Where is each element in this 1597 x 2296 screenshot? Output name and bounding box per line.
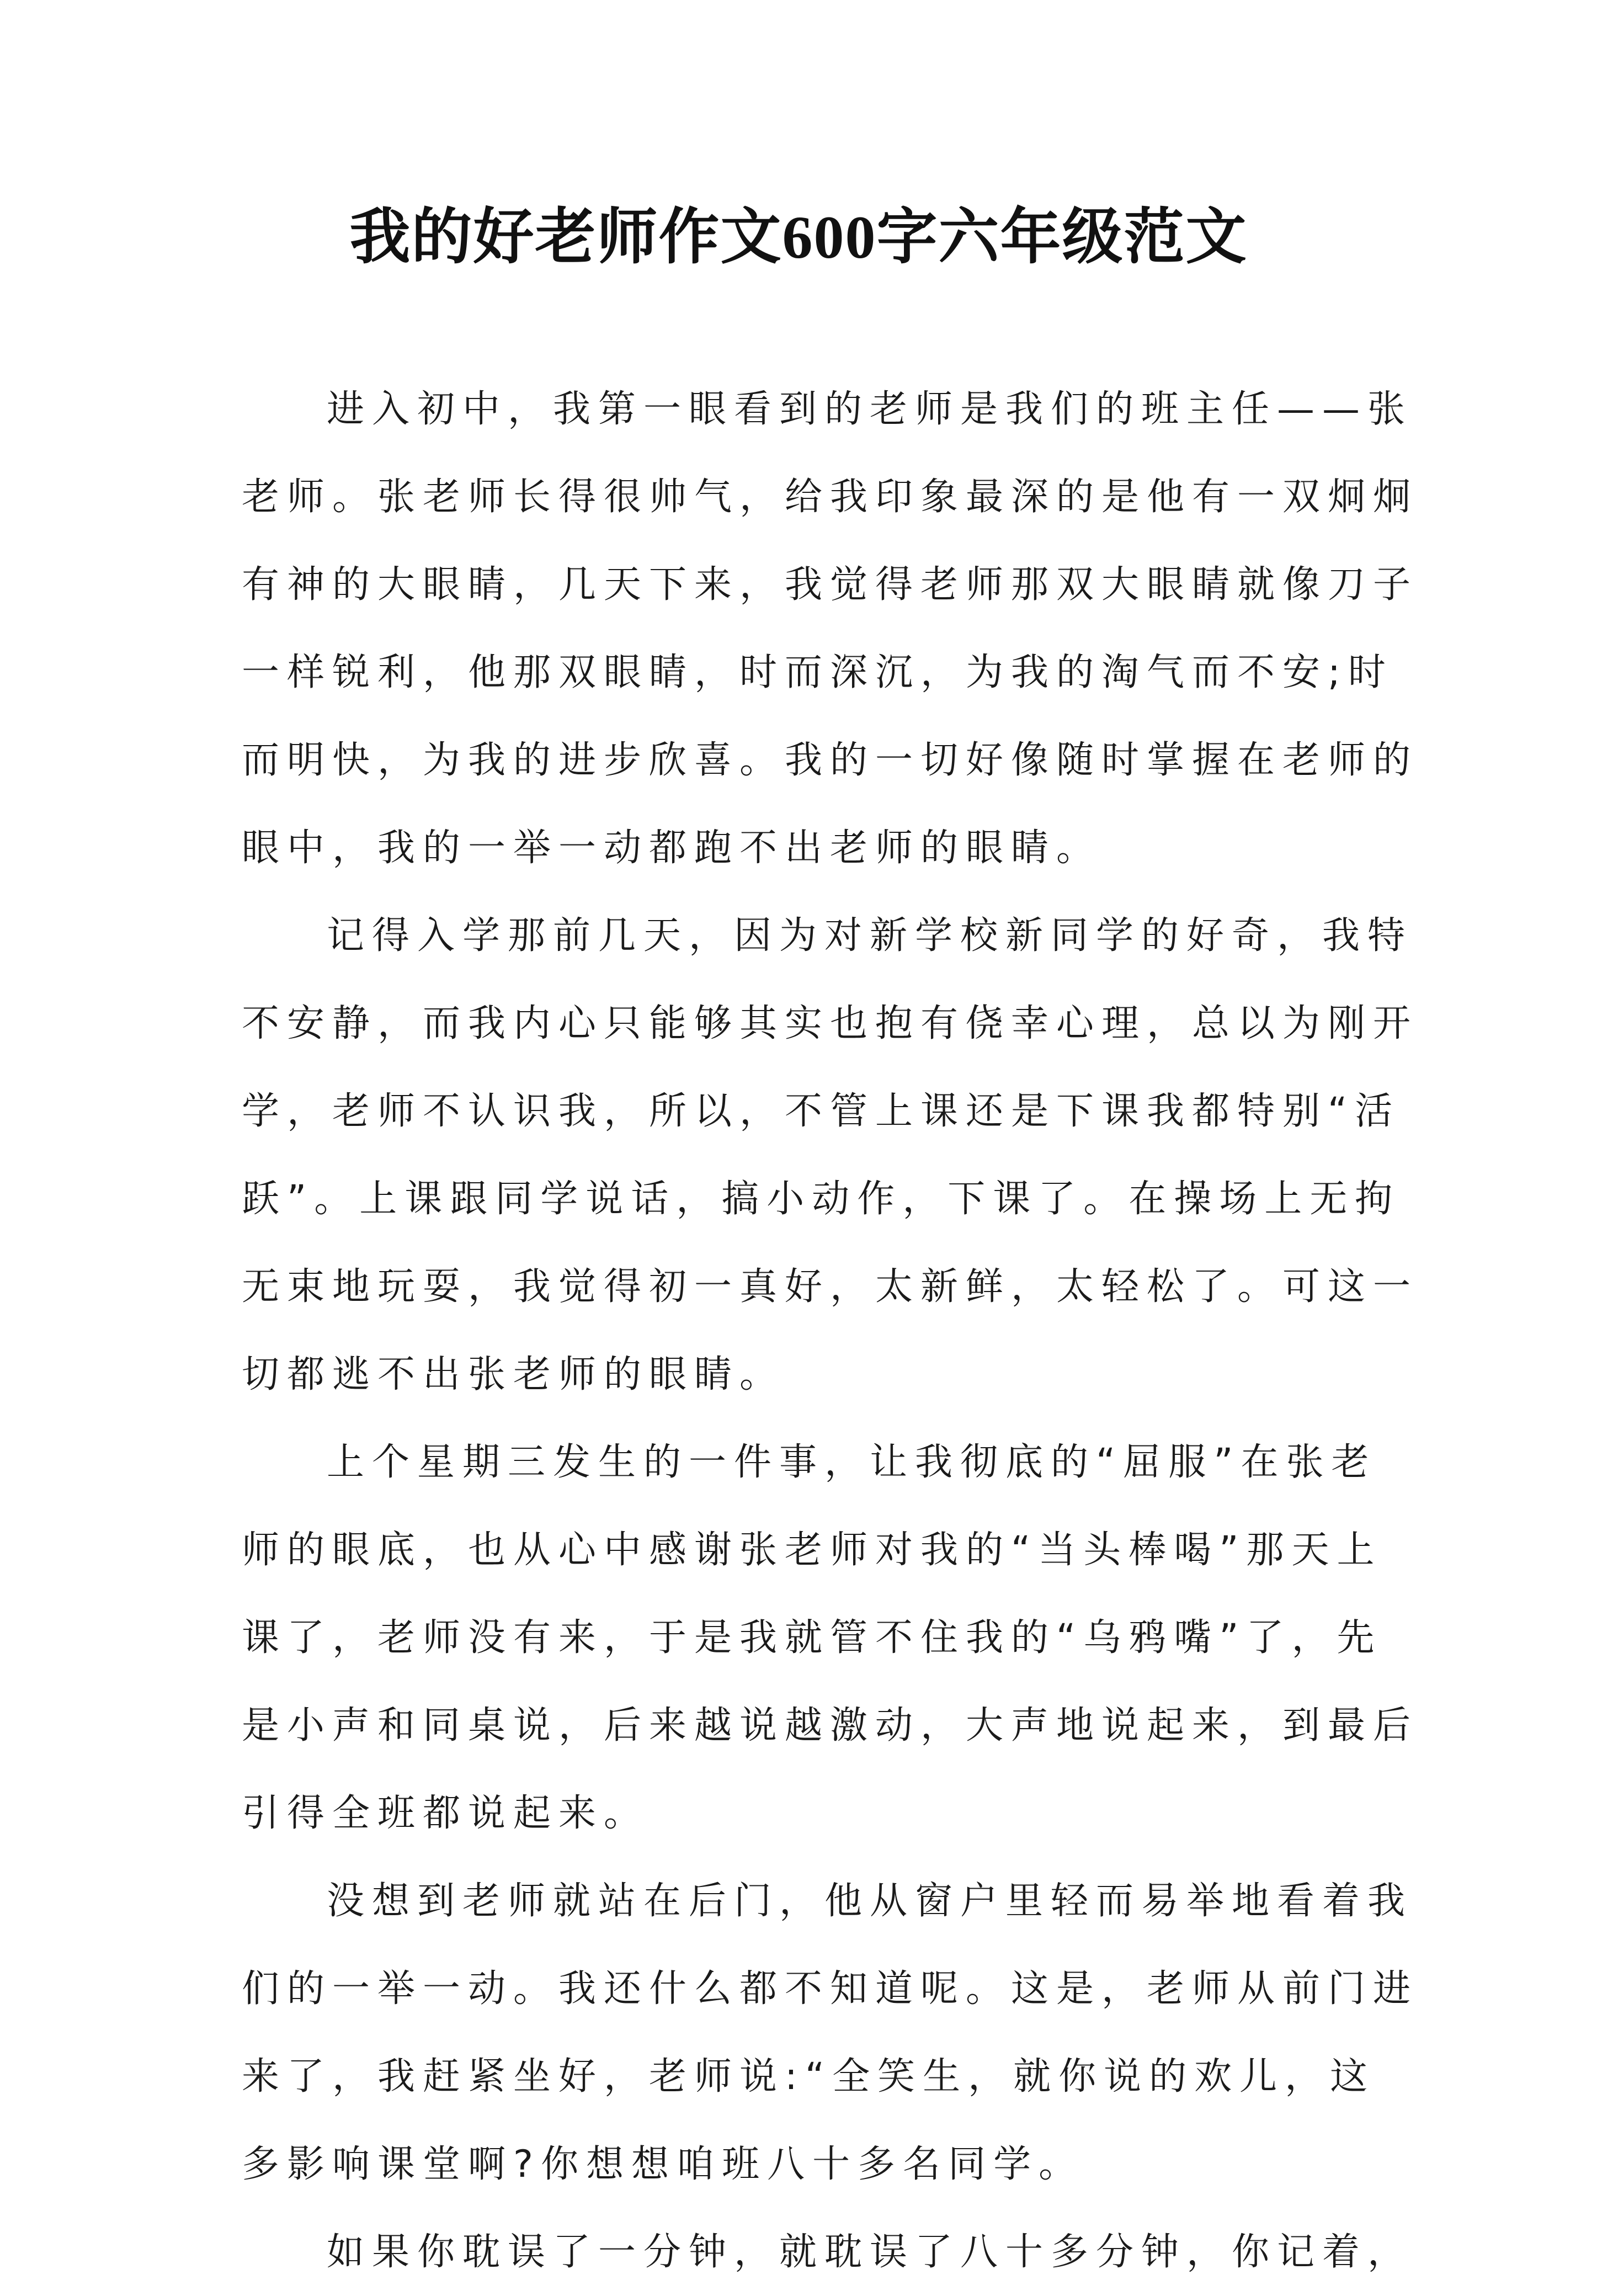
text-line: 切都逃不出张老师的眼睛。 <box>242 1353 785 1396</box>
paragraph <box>242 2208 1413 2296</box>
text-line: 无束地玩耍，我觉得初一真好，太新鲜，太轻松了。可这一 <box>242 1265 1419 1309</box>
text-line: 多影响课堂啊?你想想咱班八十多名同学。 <box>242 2143 1084 2186</box>
text-line: 进入初中，我第一眼看到的老师是我们的班主任——张 <box>327 387 1413 431</box>
paragraph <box>242 892 1419 1418</box>
text-line: 如果你耽误了一分钟，就耽误了八十多分钟，你记着， <box>327 2230 1413 2274</box>
text-line: 引得全班都说起来。 <box>242 1792 650 1835</box>
text-line: 学，老师不认识我，所以，不管上课还是下课我都特别“活 <box>242 1089 1401 1133</box>
text-line: 不安静，而我内心只能够其实也抱有侥幸心理，总以为刚开 <box>242 1002 1419 1045</box>
paragraph <box>242 1857 1419 2208</box>
text-line: 有神的大眼睛，几天下来，我觉得老师那双大眼睛就像刀子 <box>242 563 1419 607</box>
text-line: 没想到老师就站在后门，他从窗户里轻而易举地看着我 <box>327 1879 1413 1923</box>
text-line: 一样锐利，他那双眼睛，时而深沉，为我的淘气而不安;时 <box>242 651 1393 694</box>
text-line: 们的一举一动。我还什么都不知道呢。这是，老师从前门进 <box>242 1967 1419 2011</box>
text-line: 记得入学那前几天，因为对新学校新同学的好奇，我特 <box>327 914 1413 958</box>
text-line: 上个星期三发生的一件事，让我彻底的“屈服”在张老 <box>327 1441 1377 1484</box>
text-line: 课了，老师没有来，于是我就管不住我的“乌鸦嘴”了，先 <box>242 1616 1382 1660</box>
text-line: 跃”。上课跟同学说话，搞小动作，下课了。在操场上无拘 <box>242 1177 1401 1221</box>
paragraph <box>242 365 1419 892</box>
text-line: 师的眼底，也从心中感谢张老师对我的“当头棒喝”那天上 <box>242 1528 1382 1572</box>
text-line: 来了，我赶紧坐好，老师说:“全笑生，就你说的欢儿，这 <box>242 2055 1376 2098</box>
text-line: 眼中，我的一举一动都跑不出老师的眼睛。 <box>242 826 1102 870</box>
text-line: 老师。张老师长得很帅气，给我印象最深的是他有一双炯炯 <box>242 475 1419 519</box>
paragraph <box>242 1418 1419 1857</box>
text-line: 而明快，为我的进步欣喜。我的一切好像随时掌握在老师的 <box>242 738 1419 782</box>
document-body <box>242 365 1419 2296</box>
document-title: 我的好老师作文600字六年级范文 <box>349 204 1248 271</box>
text-line: 是小声和同桌说，后来越说越激动，大声地说起来，到最后 <box>242 1704 1419 1747</box>
